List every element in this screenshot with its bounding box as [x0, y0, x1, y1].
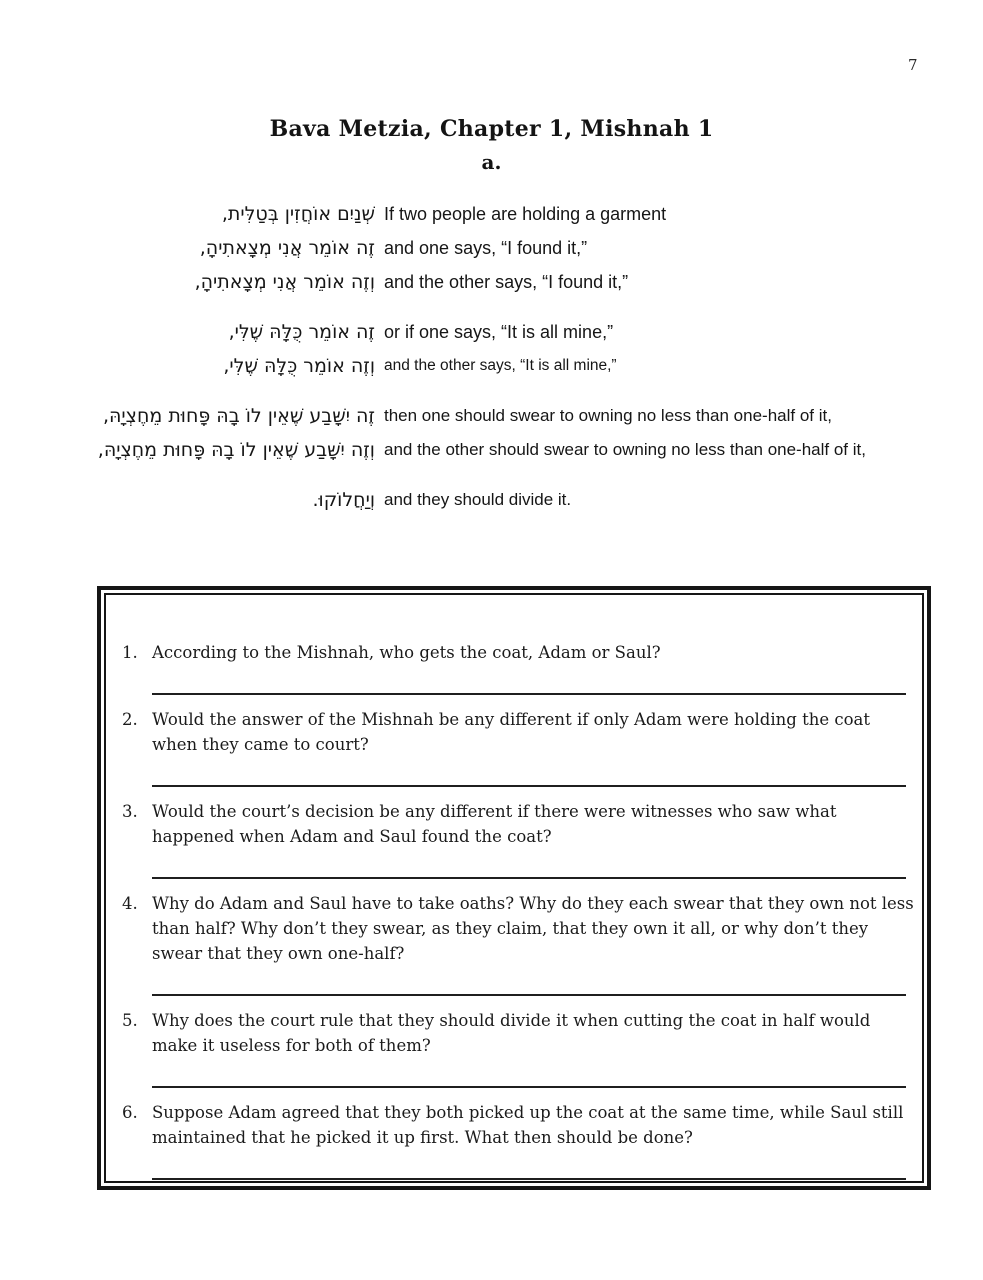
english-translation: and they should divide it. — [384, 490, 572, 509]
question-item — [114, 1100, 914, 1180]
english-translation: If two people are holding a garment — [384, 203, 667, 224]
answer-line — [152, 1178, 906, 1180]
question-text: According to the Mishnah, who gets the coat, Adam or Saul? — [152, 643, 661, 662]
question-item — [114, 891, 914, 996]
question-number: 5. — [122, 1011, 138, 1030]
question-text: Why do Adam and Saul have to take oaths? Why do they each swear that they own not less than half? Why don’t they swear, as they claim, that they own it all, or why don’t they swear that they own one-half? — [152, 894, 914, 963]
mishnah-row — [92, 399, 937, 433]
question-row — [114, 1100, 914, 1150]
mishnah-row — [92, 197, 937, 231]
question-row — [114, 799, 914, 849]
question-row — [114, 1008, 914, 1058]
hebrew-text: וְזֶה אוֹמֵר אֲנִי מְצָאתִיהָ, — [194, 271, 375, 293]
questions-box — [97, 586, 931, 1190]
question-row — [114, 640, 914, 665]
question-text: Suppose Adam agreed that they both picked up the coat at the same time, while Saul still maintained that he picked it up first. What then should be done? — [152, 1103, 904, 1147]
english-translation: and one says, “I found it,” — [384, 237, 588, 258]
answer-line — [152, 994, 906, 996]
page-title: Bava Metzia, Chapter 1, Mishnah 1 — [269, 116, 714, 142]
english-translation: and the other says, “I found it,” — [384, 271, 629, 292]
mishnah-row — [92, 483, 937, 517]
hebrew-text: וְיַחֲלוֹקוּ. — [312, 489, 375, 511]
question-item — [114, 640, 914, 695]
answer-line — [152, 1086, 906, 1088]
english-translation: and the other should swear to owning no less than one-half of it, — [384, 440, 866, 459]
hebrew-text: זֶה אוֹמֵר כֻּלָּהּ שֶׁלִּי, — [228, 321, 375, 343]
questions-box-inner — [104, 593, 924, 1183]
question-item — [114, 799, 914, 879]
question-item — [114, 707, 914, 787]
question-text: Would the answer of the Mishnah be any different if only Adam were holding the coat when they came to court? — [152, 710, 870, 754]
english-translation: and the other says, “It is all mine,” — [384, 357, 617, 374]
page-number: 7 — [908, 56, 918, 74]
question-number: 3. — [122, 802, 138, 821]
section-letter: a. — [481, 150, 502, 174]
mishnah-row — [92, 315, 937, 349]
mishnah-row — [92, 349, 937, 383]
question-row — [114, 707, 914, 757]
question-text: Would the court’s decision be any different if there were witnesses who saw what happened when Adam and Saul found the coat? — [152, 802, 837, 846]
question-text: Why does the court rule that they should divide it when cutting the coat in half would make it useless for both of them? — [152, 1011, 871, 1055]
answer-line — [152, 693, 906, 695]
answer-line — [152, 877, 906, 879]
hebrew-text: זֶה אוֹמֵר אֲנִי מְצָאתִיהָ, — [199, 237, 375, 259]
hebrew-text: וְזֶה יִשָּׁבַע שֶׁאֵין לוֹ בָהּ פָּחוּת מֵחֶצְיָהּ, — [97, 439, 375, 461]
mishnah-text-block — [92, 197, 937, 517]
hebrew-text: וְזֶה אוֹמֵר כֻּלָּהּ שֶׁלִּי, — [223, 355, 375, 377]
english-translation: or if one says, “It is all mine,” — [384, 321, 614, 342]
hebrew-text: זֶה יִשָּׁבַע שֶׁאֵין לוֹ בָהּ פָּחוּת מֵחֶצְיָהּ, — [102, 405, 375, 427]
question-number: 2. — [122, 710, 138, 729]
question-number: 6. — [122, 1103, 138, 1122]
answer-line — [152, 785, 906, 787]
question-item — [114, 1008, 914, 1088]
question-number: 4. — [122, 894, 138, 913]
hebrew-text: שְׁנַיִם אוֹחֲזִין בְּטַלִּית, — [221, 203, 375, 225]
question-row — [114, 891, 914, 966]
question-number: 1. — [122, 643, 138, 662]
mishnah-row — [92, 433, 937, 467]
mishnah-row — [92, 265, 937, 299]
mishnah-row — [92, 231, 937, 265]
english-translation: then one should swear to owning no less than one-half of it, — [384, 406, 832, 425]
